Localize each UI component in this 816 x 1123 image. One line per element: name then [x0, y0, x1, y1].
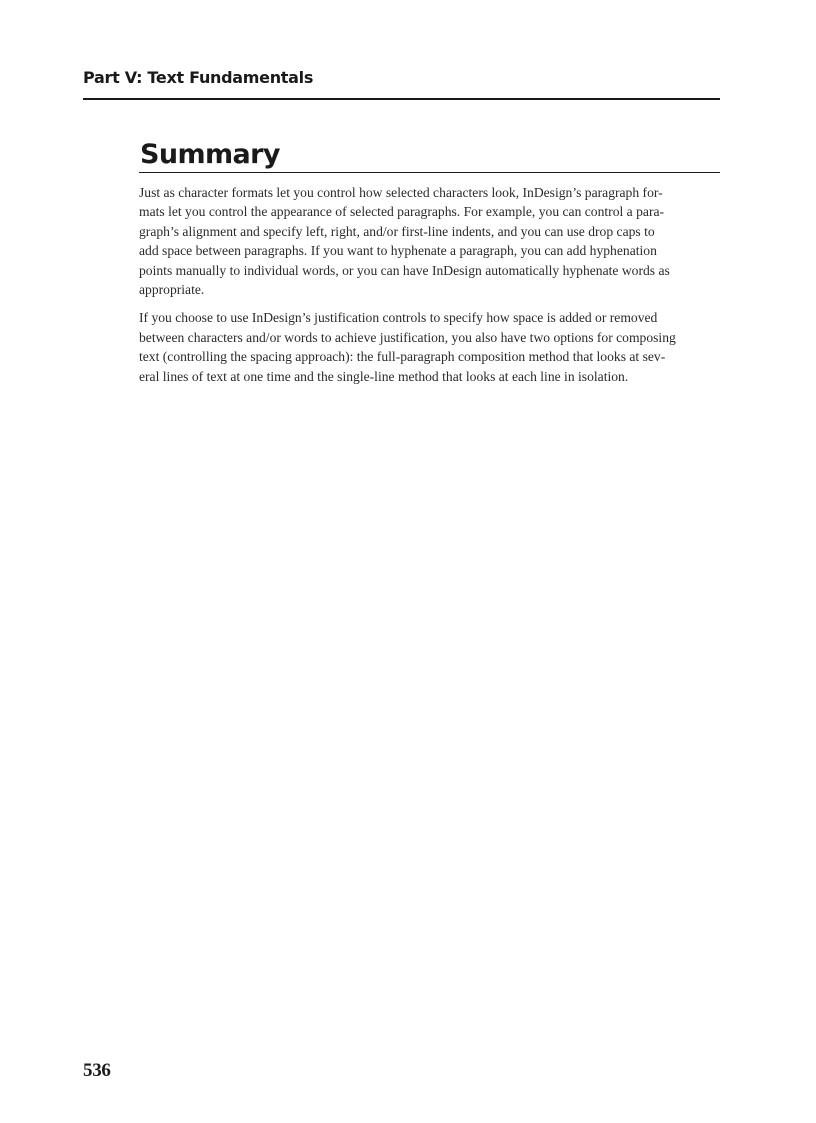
- running-header: [83, 66, 720, 100]
- running-header-title: Part V: Text Fundamentals: [83, 68, 314, 87]
- paragraph-line: points manually to individual words, or you can have InDesign automatically hyphenate words as: [139, 262, 670, 278]
- page-number: 536: [83, 1060, 111, 1081]
- paragraph-line: eral lines of text at one time and the single-line method that looks at each line in isolation.: [139, 368, 629, 384]
- body-paragraph-1: [139, 183, 720, 299]
- summary-section: [139, 138, 720, 386]
- paragraph-line: mats let you control the appearance of selected paragraphs. For example, you can control a para-: [139, 204, 665, 220]
- paragraph-line: Just as character formats let you control how selected characters look, InDesign’s paragraph for-: [139, 185, 663, 200]
- paragraph-line: between characters and/or words to achieve justification, you also have two options for composing: [139, 329, 676, 345]
- paragraph-line: appropriate.: [139, 282, 205, 298]
- paragraph-line: add space between paragraphs. If you want to hyphenate a paragraph, you can add hyphenation: [139, 243, 657, 259]
- paragraph-line: text (controlling the spacing approach): the full-paragraph composition method that looks at sev-: [139, 349, 666, 365]
- body-paragraph-2: [139, 308, 720, 386]
- section-title: Summary: [139, 138, 720, 173]
- paragraph-line: If you choose to use InDesign’s justification controls to specify how space is added or removed: [139, 310, 658, 326]
- paragraph-line: graph’s alignment and specify left, right, and/or first-line indents, and you can use drop caps to: [139, 223, 655, 239]
